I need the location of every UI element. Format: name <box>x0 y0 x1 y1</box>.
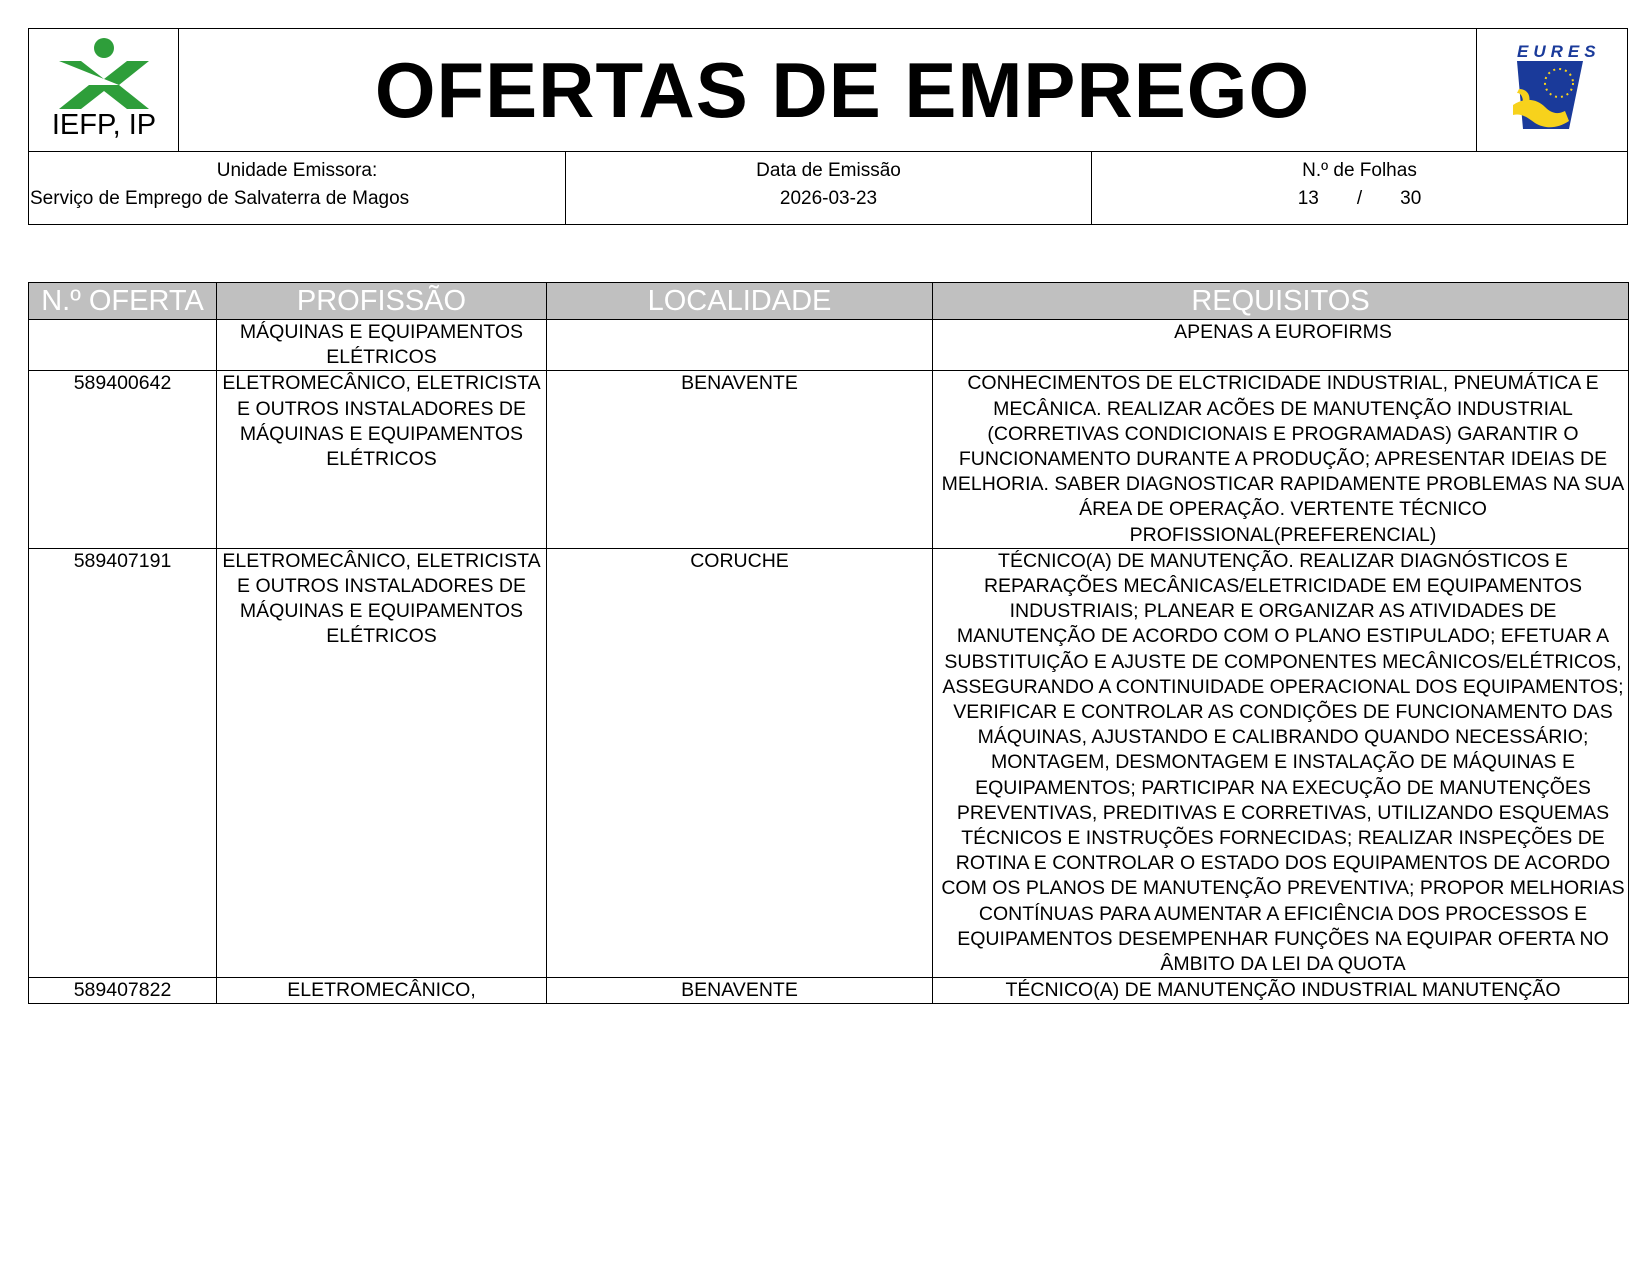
numero-folhas-value <box>1092 185 1627 213</box>
cell-requisitos: APENAS A EUROFIRMS <box>933 320 1629 371</box>
document-header <box>28 28 1628 225</box>
iefp-logo <box>29 29 179 151</box>
cell-profissao: ELETROMECÂNICO, <box>217 978 547 1004</box>
cell-requisitos: TÉCNICO(A) DE MANUTENÇÃO. REALIZAR DIAGNÓSTICOS E REPARAÇÕES MECÂNICAS/ELETRICIDADE EM EQUIPAMENTOS INDUSTRIAIS; PLANEAR E ORGANIZAR AS ATIVIDADES DE MANUTENÇÃO DE ACORDO COM O PLANO ESTIPULADO; EFETUAR A SUBSTITUIÇÃO E AJUSTE DE COMPONENTES MECÂNICOS/ELÉTRICOS, ASSEGURANDO A CONTINUIDADE OPERACIONAL DOS EQUIPAMENTOS; VERIFICAR E CONTROLAR AS CONDIÇÕES DE FUNCIONAMENTO DAS MÁQUINAS, AJUSTANDO E CALIBRANDO QUANDO NECESSÁRIO; MONTAGEM, DESMONTAGEM E INSTALAÇÃO DE MÁQUINAS E EQUIPAMENTOS; PARTICIPAR NA EXECUÇÃO DE MANUTENÇÕES PREVENTIVAS, PREDITIVAS E CORRETIVAS, UTILIZANDO ESQUEMAS TÉCNICOS E INSTRUÇÕES FORNECIDAS; REALIZAR INSPEÇÕES DE ROTINA E CONTROLAR O ESTADO DOS EQUIPAMENTOS DE ACORDO COM OS PLANOS DE MANUTENÇÃO PREVENTIVA; PROPOR MELHORIAS CONTÍNUAS PARA AUMENTAR A EFICIÊNCIA DOS PROCESSOS E EQUIPAMENTOS DESEMPENHAR FUNÇÕES NA EQUIPAR OFERTA NO ÂMBITO DA LEI DA QUOTA <box>933 548 1629 977</box>
cell-localidade: CORUCHE <box>547 548 933 977</box>
table-header-row <box>29 283 1629 320</box>
cell-profissao: ELETROMECÂNICO, ELETRICISTA E OUTROS INSTALADORES DE MÁQUINAS E EQUIPAMENTOS ELÉTRICOS <box>217 371 547 548</box>
cell-oferta <box>29 320 217 371</box>
cell-profissao: ELETROMECÂNICO, ELETRICISTA E OUTROS INSTALADORES DE MÁQUINAS E EQUIPAMENTOS ELÉTRICOS <box>217 548 547 977</box>
unidade-emissora-label: Unidade Emissora: <box>216 160 378 181</box>
iefp-logo-icon <box>51 37 157 109</box>
column-header-oferta: N.º OFERTA <box>29 283 217 320</box>
unidade-emissora-value: Serviço de Emprego de Salvaterra de Magos <box>30 188 410 209</box>
data-emissao-label: Data de Emissão <box>756 160 901 181</box>
cell-oferta: 589407191 <box>29 548 217 977</box>
page-title: OFERTAS DE EMPREGO <box>374 45 1311 134</box>
unidade-emissora-cell <box>29 152 566 224</box>
info-row <box>29 151 1627 224</box>
cell-requisitos: CONHECIMENTOS DE ELCTRICIDADE INDUSTRIAL, PNEUMÁTICA E MECÂNICA. REALIZAR ACÕES DE MANUTENÇÃO INDUSTRIAL (CORRETIVAS CONDICIONAIS E PROGRAMADAS) GARANTIR O FUNCIONAMENTO DURANTE A PRODUÇÃO; APRESENTAR IDEIAS DE MELHORIA. SABER DIAGNOSTICAR RAPIDAMENTE PROBLEMAS NA SUA ÁREA DE OPERAÇÃO. VERTENTE TÉCNICO PROFISSIONAL(PREFERENCIAL) <box>933 371 1629 548</box>
cell-oferta: 589400642 <box>29 371 217 548</box>
cell-profissao: MÁQUINAS E EQUIPAMENTOS ELÉTRICOS <box>217 320 547 371</box>
folhas-separator: / <box>1356 188 1363 209</box>
eures-logo-icon <box>1511 59 1591 137</box>
numero-folhas-label: N.º de Folhas <box>1302 160 1417 181</box>
offers-table <box>28 282 1629 1004</box>
cell-localidade: BENAVENTE <box>547 978 933 1004</box>
iefp-logo-text: IEFP, IP <box>51 109 157 141</box>
column-header-profissao: PROFISSÃO <box>217 283 547 320</box>
data-emissao-value: 2026-03-23 <box>779 188 878 209</box>
column-header-localidade: LOCALIDADE <box>547 283 933 320</box>
cell-requisitos: TÉCNICO(A) DE MANUTENÇÃO INDUSTRIAL MANUTENÇÃO <box>933 978 1629 1004</box>
numero-folhas-cell <box>1092 152 1627 224</box>
data-emissao-cell <box>566 152 1092 224</box>
title-area <box>179 29 1506 151</box>
folhas-total: 30 <box>1400 188 1422 209</box>
cell-localidade: BENAVENTE <box>547 371 933 548</box>
eures-logo-text: EURES <box>1517 42 1601 61</box>
table-row <box>29 371 1629 548</box>
table-row <box>29 548 1629 977</box>
table-row <box>29 978 1629 1004</box>
column-header-requisitos: REQUISITOS <box>933 283 1629 320</box>
eures-logo <box>1476 29 1627 151</box>
table-row <box>29 320 1629 371</box>
cell-oferta: 589407822 <box>29 978 217 1004</box>
cell-localidade <box>547 320 933 371</box>
folhas-current: 13 <box>1297 188 1319 209</box>
